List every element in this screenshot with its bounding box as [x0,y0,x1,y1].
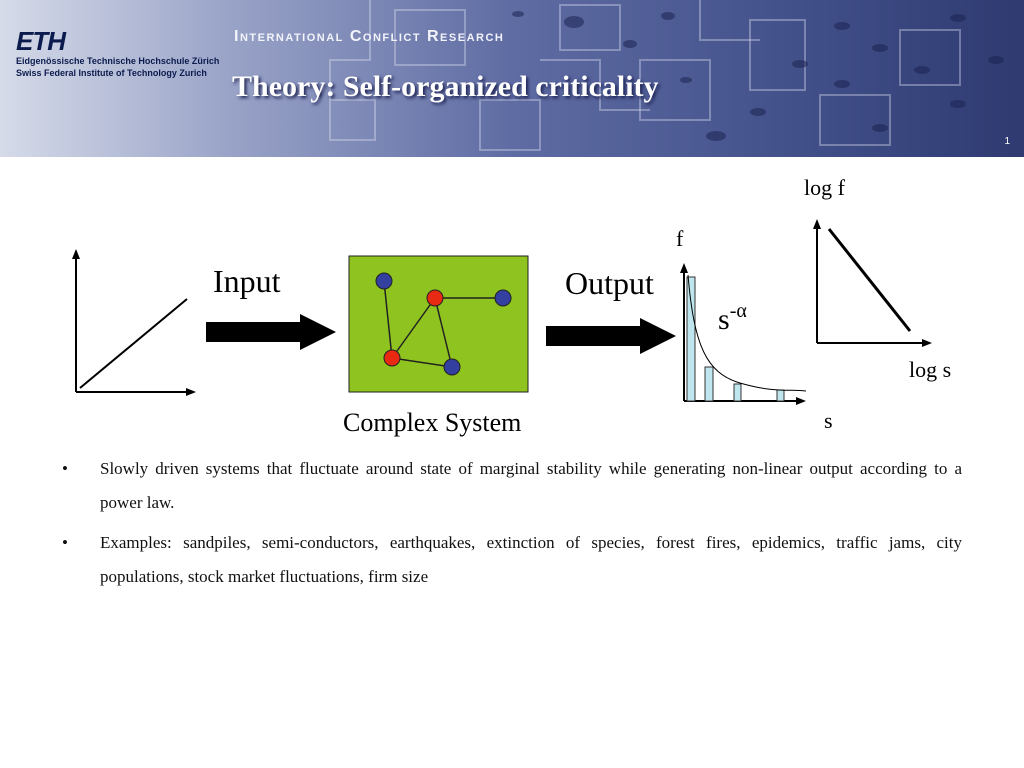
slide-title: Theory: Self-organized criticality [232,70,659,103]
network-node-blue [495,290,511,306]
network-node-blue [376,273,392,289]
input-plot [72,249,196,396]
input-arrow-icon [206,314,336,350]
histogram-bar [777,390,784,401]
arrowhead-icon [680,263,688,273]
arrowhead-icon [813,219,821,229]
output-arrow-icon [546,318,676,354]
bullet-item: • Examples: sandpiles, semi-conductors, earthquakes, extinction of species, forest fires, epidemics, traffic jams, city populations, stock market fluctuations, firm size [60,526,962,594]
complex-system-label: Complex System [343,408,522,437]
page-number: 1 [1004,136,1010,147]
histogram-y-label: f [676,226,684,251]
log-plot-x-label: log s [909,357,952,382]
input-label: Input [213,263,281,299]
log-plot-y-label: log f [804,175,845,200]
arrowhead-icon [922,339,932,347]
network-node-blue [444,359,460,375]
organization-name: International Conflict Research [234,28,505,45]
histogram-bar [734,384,741,401]
histogram-x-label: s [824,408,833,433]
histogram-bar [705,367,713,401]
network-node-red [384,350,400,366]
eth-logo: ETH [16,26,65,56]
network-node-red [427,290,443,306]
header-banner [0,0,1024,157]
power-law-histogram [676,226,833,433]
bullet-list [60,452,962,600]
complex-system-box [349,256,528,392]
linear-input-line [80,299,187,388]
power-law-base: s [718,303,730,336]
soc-diagram [0,157,1024,452]
institution-name-english: Swiss Federal Institute of Technology Zurich [16,68,207,78]
power-law-formula [718,300,747,336]
arrowhead-icon [796,397,806,405]
institution-name-german: Eidgenössische Technische Hochschule Zürich [16,56,220,66]
bullet-item: • Slowly driven systems that fluctuate around state of marginal stability while generating non-linear output according to a power law. [60,452,962,520]
arrowhead-icon [186,388,196,396]
histogram-bar [687,277,695,401]
log-plot-line [829,229,910,331]
power-law-exponent: -α [729,300,747,322]
log-log-plot [804,175,951,382]
arrowhead-icon [72,249,80,259]
output-label: Output [565,265,654,301]
